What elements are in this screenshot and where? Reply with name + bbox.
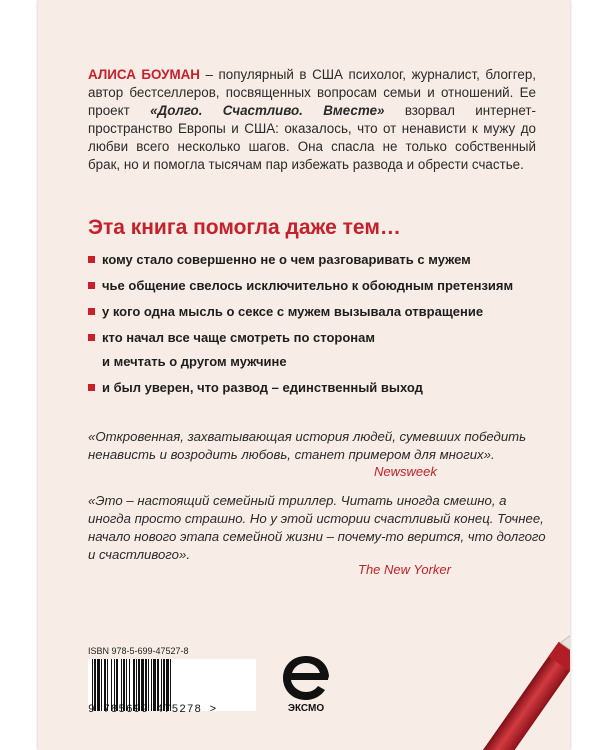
bullet-text: чье общение свелось исключительно к обоюдным претензиям [102, 278, 514, 293]
review-quote-newsweek: «Откровенная, захватывающая история людей, сумевших победить ненависть и возродить любовь, станет примером для многих». [88, 429, 527, 462]
bullet-item [88, 328, 548, 371]
bullet-text: кто начал все чаще смотреть по сторонам [102, 330, 375, 345]
barcode-digits: 9 785699 475278 > [88, 704, 218, 716]
bullet-item [88, 276, 548, 295]
bullet-text: и был уверен, что развод – единственный выход [102, 380, 423, 395]
bullet-text: кому стало совершенно не о чем разговаривать с мужем [102, 252, 471, 267]
bullet-list [88, 250, 548, 404]
author-intro [88, 66, 536, 174]
bullet-text-continued: и мечтать о другом мужчине [102, 354, 287, 369]
back-cover [38, 0, 570, 750]
bullet-item [88, 302, 548, 321]
bullet-item [88, 250, 548, 269]
intro-text-2: взорвал интернет-пространство Европы и США: оказалось, что от ненависти к мужу до любви всего несколько шагов. Она спасла не только собственный брак, но и помогла тысячам пар избежать развода и обрести счастье. [88, 103, 536, 172]
barcode-block [88, 646, 258, 718]
project-name: «Долго. Счастливо. Вместе» [150, 103, 385, 118]
bullet-item [88, 378, 548, 397]
publisher-name: ЭКСМО [287, 703, 325, 714]
review-quote-new-yorker: «Это – настоящий семейный триллер. Читать иногда смешно, а иногда просто страшно. Но у этой истории счастливый конец. Точнее, начало нового этапа семейной жизни – почему-то верится, что долгого и счастливого». [88, 493, 546, 562]
section-heading: Эта книга помогла даже тем… [88, 216, 401, 239]
review-source-new-yorker: The New Yorker [358, 562, 451, 577]
author-name: АЛИСА БОУМАН [88, 67, 200, 82]
intro-text-1: – популярный в США психолог, журналист, блоггер, автор бестселлеров, посвященных вопросам семьи и отношений. Ее проект [88, 67, 536, 118]
red-marker-icon [478, 598, 570, 750]
bullet-text: у кого одна мысль о сексе с мужем вызывала отвращение [102, 304, 484, 319]
isbn-label: ISBN 978-5-699-47527-8 [88, 646, 189, 656]
review-source-newsweek: Newsweek [374, 464, 437, 479]
